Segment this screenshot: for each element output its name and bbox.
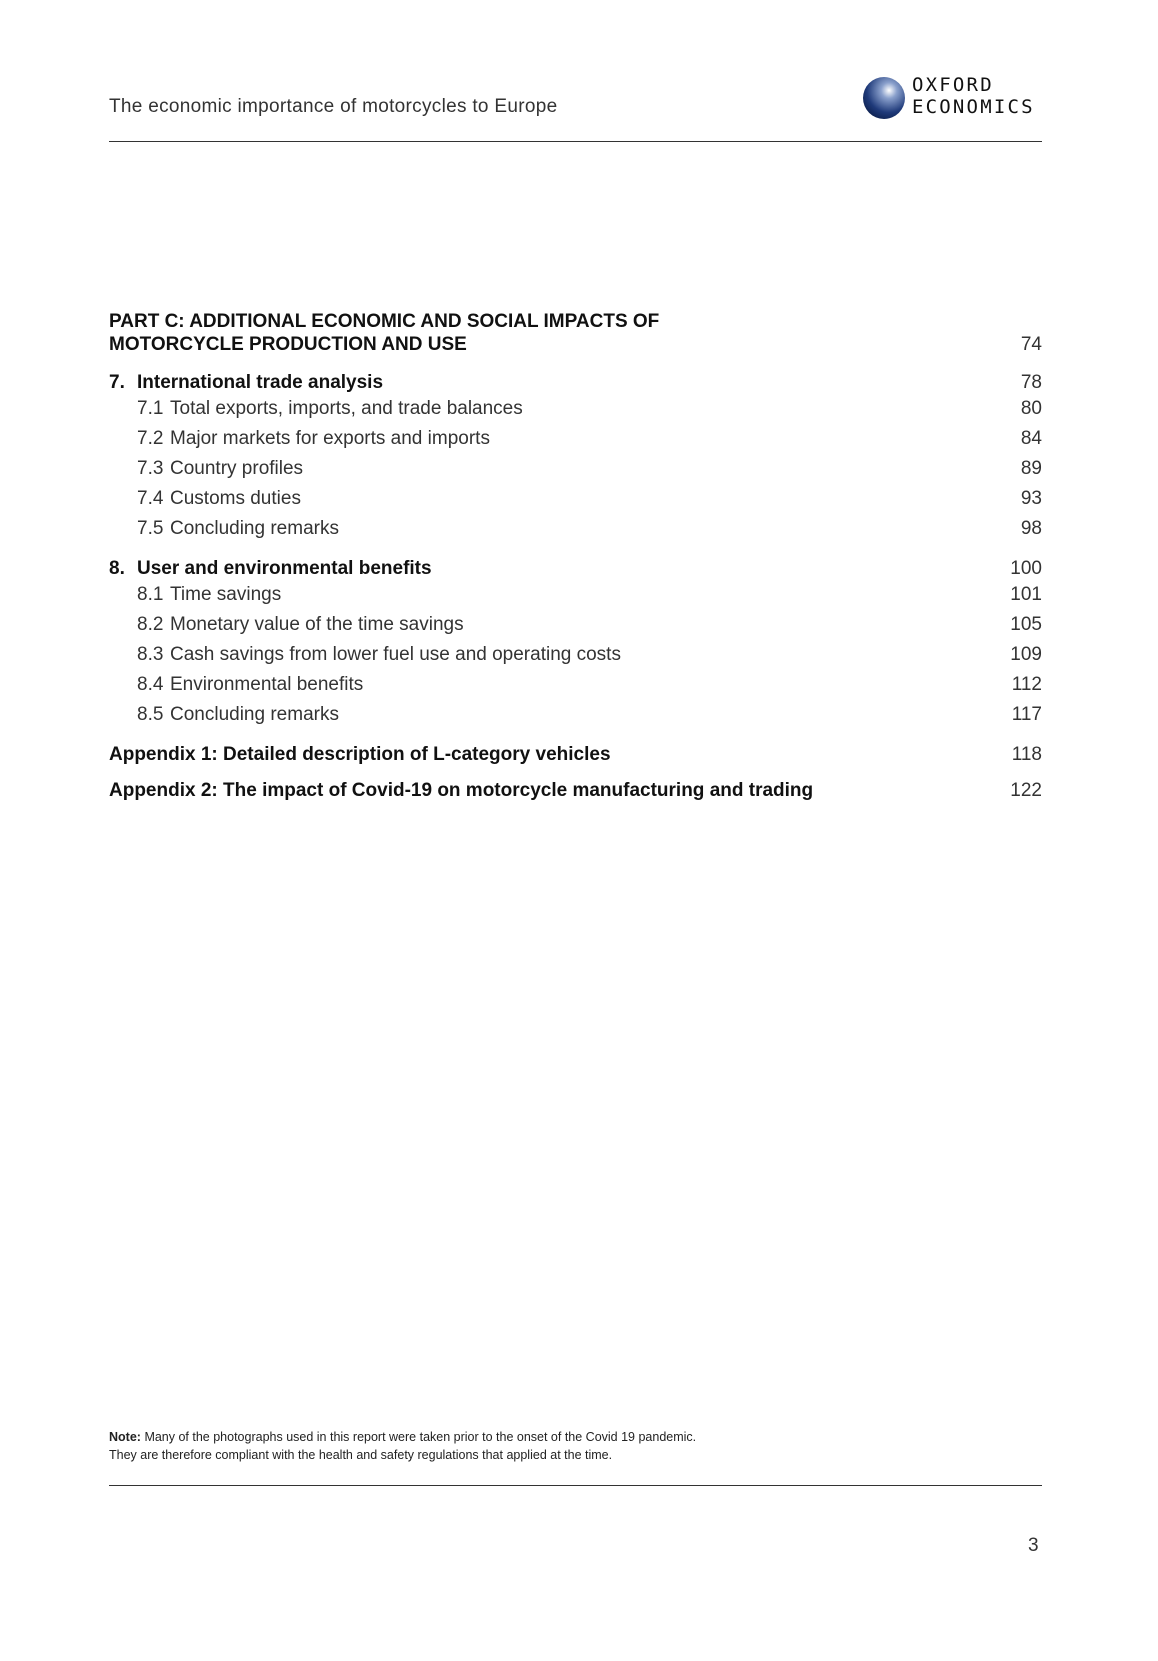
toc-appendix[interactable] bbox=[109, 776, 1042, 802]
section-number: 7.2 bbox=[137, 428, 164, 449]
part-title bbox=[109, 310, 659, 356]
toc-section[interactable] bbox=[109, 514, 1042, 544]
section-number: 7.3 bbox=[137, 458, 164, 479]
part-title-line1: PART C: ADDITIONAL ECONOMIC AND SOCIAL IMPACTS OF bbox=[109, 311, 660, 332]
section-title bbox=[109, 428, 490, 450]
section-title bbox=[109, 458, 303, 480]
chapter-title bbox=[109, 372, 383, 394]
toc-section[interactable] bbox=[109, 610, 1042, 640]
section-number: 7.4 bbox=[137, 488, 164, 509]
toc-page-number: 117 bbox=[1011, 704, 1042, 725]
toc-chapter[interactable] bbox=[109, 368, 1042, 394]
chapter-number: 8. bbox=[109, 558, 125, 579]
page-number: 3 bbox=[1028, 1535, 1039, 1556]
table-of-contents bbox=[109, 310, 1042, 802]
section-number: 8.4 bbox=[137, 674, 164, 695]
logo-line2: ECONOMICS bbox=[912, 96, 1035, 118]
appendix-title: Appendix 2: The impact of Covid-19 on motorcycle manufacturing and trading bbox=[109, 780, 814, 801]
section-number: 8.5 bbox=[137, 704, 164, 725]
toc-section[interactable] bbox=[109, 670, 1042, 700]
section-number: 7.1 bbox=[137, 398, 164, 419]
toc-page-number: 78 bbox=[1020, 372, 1042, 393]
toc-section[interactable] bbox=[109, 640, 1042, 670]
toc-section[interactable] bbox=[109, 394, 1042, 424]
toc-chapter[interactable] bbox=[109, 554, 1042, 580]
note-line1: Many of the photographs used in this report were taken prior to the onset of the Covid 19 pandemic. bbox=[144, 1430, 697, 1444]
toc-page-number: 100 bbox=[1010, 558, 1042, 579]
appendix-title: Appendix 1: Detailed description of L-category vehicles bbox=[109, 744, 611, 765]
section-title-text: Major markets for exports and imports bbox=[170, 428, 490, 449]
section-title bbox=[109, 488, 301, 510]
section-title bbox=[109, 398, 523, 420]
toc-section[interactable] bbox=[109, 424, 1042, 454]
section-title bbox=[109, 644, 621, 666]
toc-page-number: 89 bbox=[1020, 458, 1042, 479]
toc-page-number: 122 bbox=[1010, 780, 1042, 801]
part-title-line2: MOTORCYCLE PRODUCTION AND USE bbox=[109, 334, 467, 355]
section-title bbox=[109, 674, 363, 696]
chapter-title-text: International trade analysis bbox=[137, 372, 384, 393]
chapter-title bbox=[109, 558, 432, 580]
chapter-number: 7. bbox=[109, 372, 125, 393]
toc-page-number: 93 bbox=[1020, 488, 1042, 509]
toc-section[interactable] bbox=[109, 700, 1042, 730]
toc-part-c[interactable] bbox=[109, 310, 1042, 356]
section-title-text: Concluding remarks bbox=[170, 518, 339, 539]
section-title bbox=[109, 518, 339, 540]
toc-appendix[interactable] bbox=[109, 740, 1042, 766]
note-label: Note: bbox=[109, 1430, 141, 1444]
section-title-text: Customs duties bbox=[170, 488, 301, 509]
toc-page-number: 105 bbox=[1010, 614, 1042, 635]
toc-page-number: 84 bbox=[1020, 428, 1042, 449]
logo-line1: OXFORD bbox=[912, 74, 994, 96]
toc-page-number: 98 bbox=[1020, 518, 1042, 539]
section-title-text: Cash savings from lower fuel use and operating costs bbox=[170, 644, 621, 665]
section-title-text: Country profiles bbox=[170, 458, 304, 479]
section-title bbox=[109, 584, 281, 606]
section-title-text: Time savings bbox=[170, 584, 282, 605]
oxford-economics-logo bbox=[862, 74, 1042, 122]
globe-icon bbox=[862, 76, 906, 120]
section-number: 8.2 bbox=[137, 614, 164, 635]
section-title-text: Environmental benefits bbox=[170, 674, 364, 695]
section-title-text: Concluding remarks bbox=[170, 704, 339, 725]
section-number: 7.5 bbox=[137, 518, 164, 539]
logo-text bbox=[912, 74, 1035, 118]
toc-page-number: 112 bbox=[1011, 674, 1042, 695]
header-title: The economic importance of motorcycles to Europe bbox=[109, 96, 558, 117]
section-number: 8.3 bbox=[137, 644, 164, 665]
chapter-title-text: User and environmental benefits bbox=[137, 558, 432, 579]
toc-section[interactable] bbox=[109, 454, 1042, 484]
photo-note bbox=[109, 1428, 1009, 1464]
section-number: 8.1 bbox=[137, 584, 164, 605]
toc-section[interactable] bbox=[109, 484, 1042, 514]
toc-page-number: 74 bbox=[1020, 334, 1042, 355]
section-title bbox=[109, 614, 464, 636]
toc-page-number: 101 bbox=[1010, 584, 1042, 605]
toc-section[interactable] bbox=[109, 580, 1042, 610]
section-title-text: Total exports, imports, and trade balances bbox=[170, 398, 523, 419]
note-line2: They are therefore compliant with the health and safety regulations that applied at the time. bbox=[109, 1448, 613, 1462]
footer-divider bbox=[109, 1485, 1042, 1486]
toc-page-number: 118 bbox=[1011, 744, 1042, 765]
toc-page-number: 109 bbox=[1010, 644, 1042, 665]
toc-page-number: 80 bbox=[1020, 398, 1042, 419]
section-title bbox=[109, 704, 339, 726]
section-title-text: Monetary value of the time savings bbox=[170, 614, 464, 635]
header-divider bbox=[109, 141, 1042, 142]
